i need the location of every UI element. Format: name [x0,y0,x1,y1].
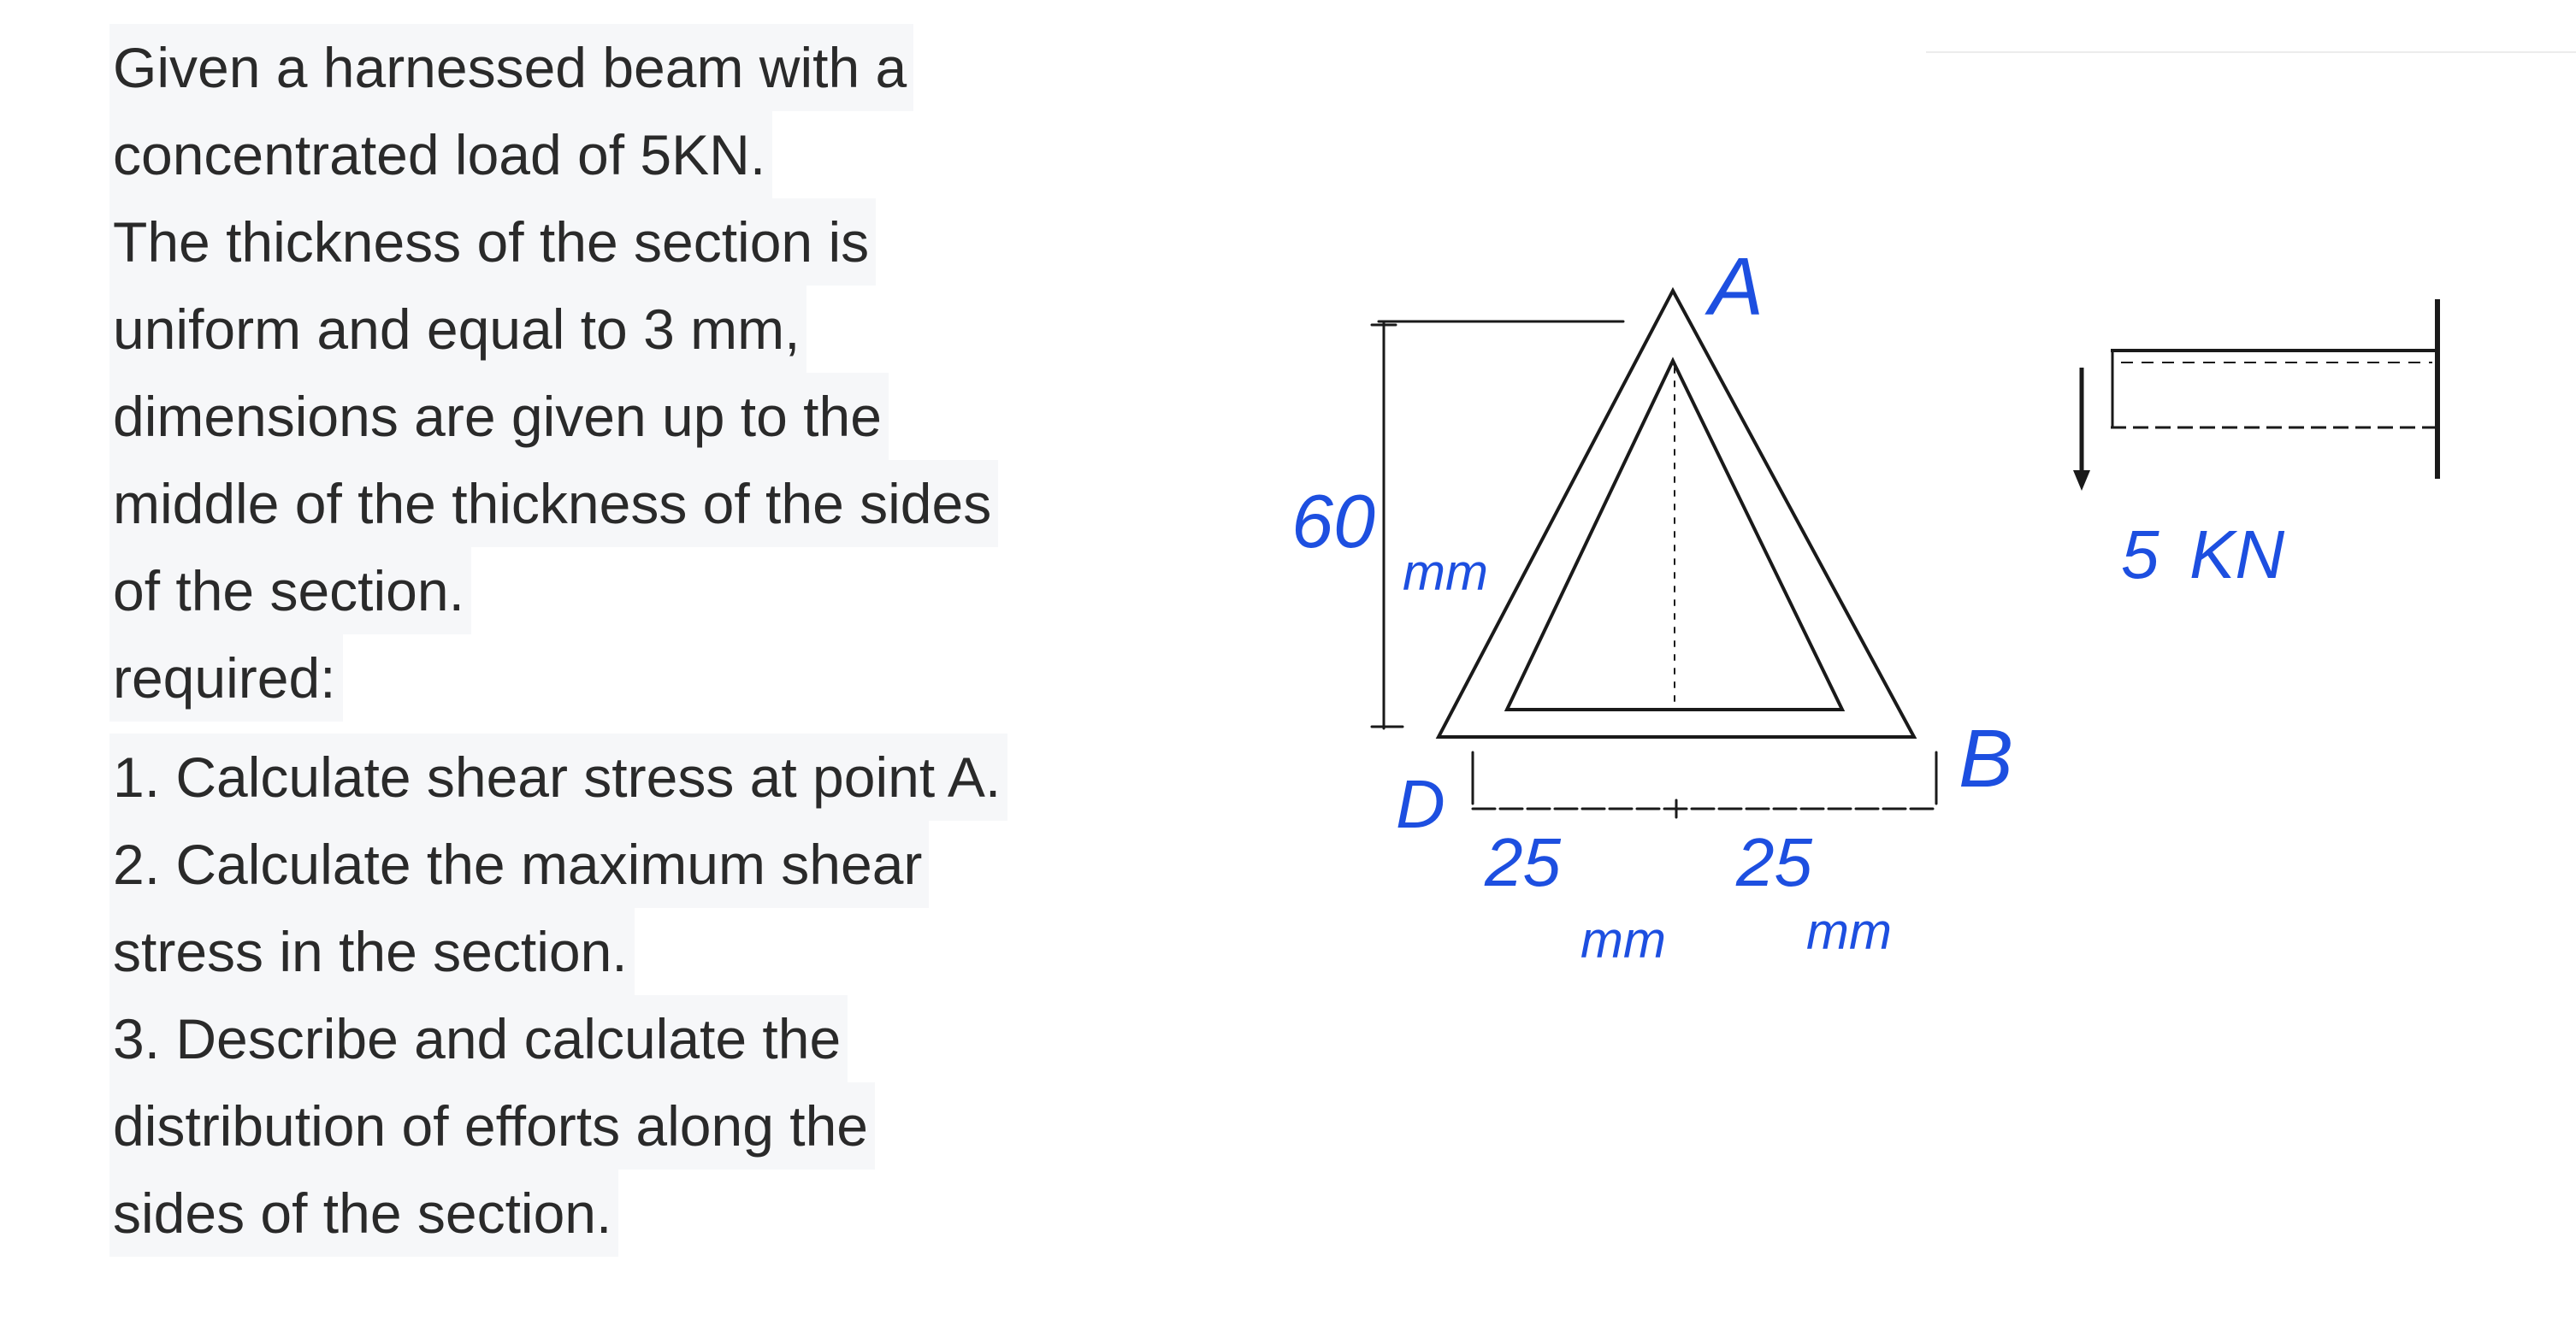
problem-line-5: dimensions are given up to the [109,373,889,460]
outer-triangle [1439,291,1914,737]
problem-line-4: uniform and equal to 3 mm, [109,286,806,373]
problem-line-2: concentrated load of 5KN. [109,111,772,198]
requirement-2-line-2: stress in the section. [109,908,635,995]
load-arrowhead [2073,470,2090,491]
load-unit-label: KN [2189,516,2285,592]
width-unit-left-label: mm [1580,911,1666,969]
height-value-label: 60 [1291,479,1375,563]
width-unit-right-label: mm [1806,903,1892,960]
problem-line-7: of the section. [109,547,471,634]
problem-line-1: Given a harnessed beam with a [109,24,913,111]
cantilever-beam-drawing [2073,299,2437,491]
requirement-3-line-3: sides of the section. [109,1170,618,1257]
half-width-right-label: 25 [1736,824,1812,900]
problem-line-3: The thickness of the section is [109,198,876,286]
requirement-3-line-2: distribution of efforts along the [109,1082,875,1170]
point-d-label: D [1396,766,1445,842]
point-b-label: B [1959,713,2014,804]
requirement-1: 1. Calculate shear stress at point A. [109,734,1007,821]
load-value-label: 5 [2121,516,2159,592]
problem-line-6: middle of the thickness of the sides [109,460,998,547]
requirement-2-line-1: 2. Calculate the maximum shear [109,821,929,908]
requirement-3-line-1: 3. Describe and calculate the [109,995,848,1082]
height-unit-label: mm [1403,544,1488,601]
point-a-label: A [1709,241,1764,333]
required-heading: required: [109,634,343,722]
half-width-left-label: 25 [1485,824,1561,900]
